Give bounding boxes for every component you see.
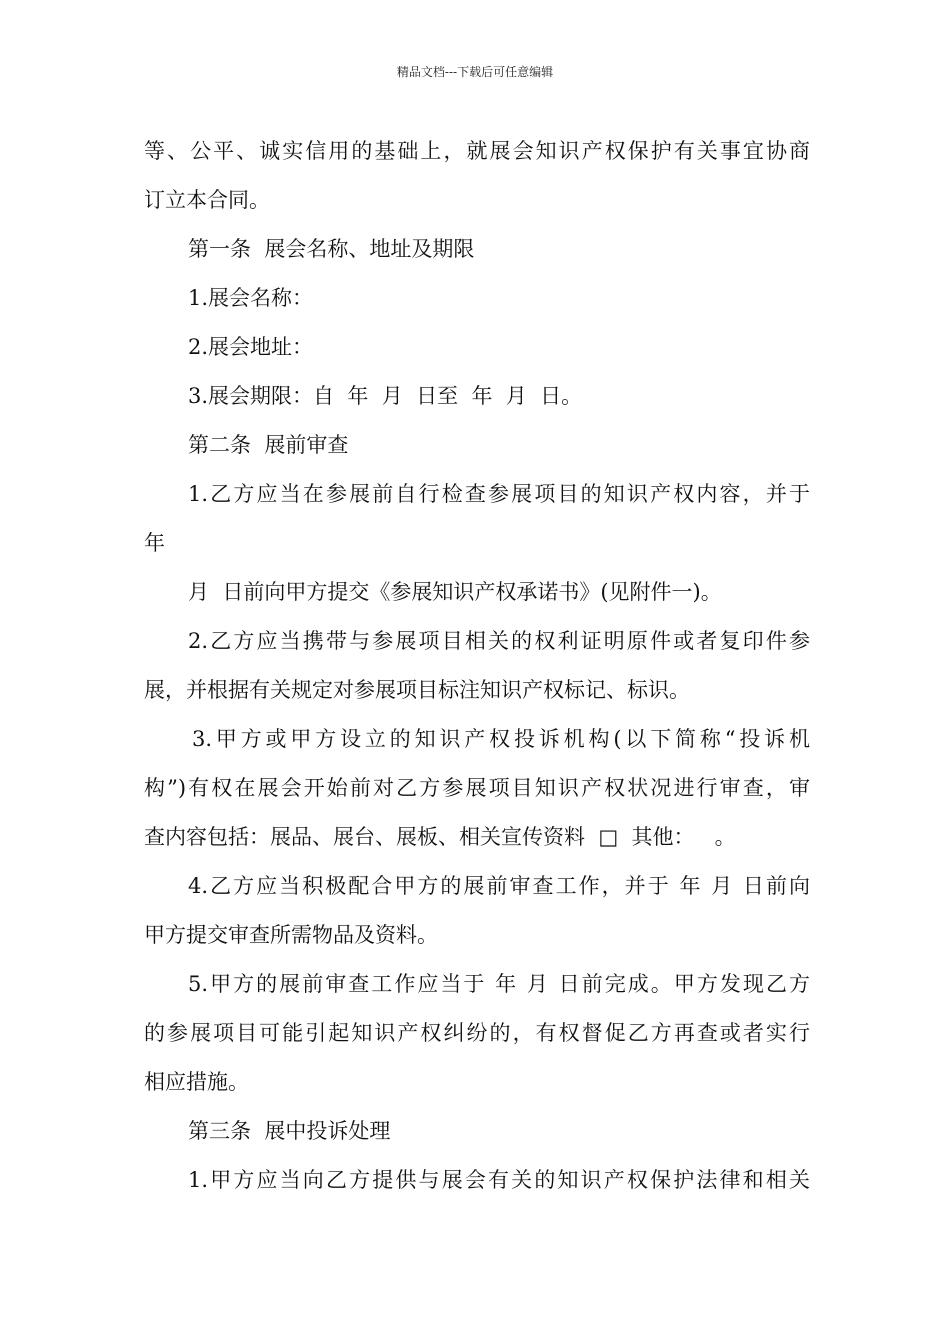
paragraph-line: 1.乙方应当在参展前自行检查参展项目的知识产权内容，并于 xyxy=(188,482,810,506)
paragraph-line: 4.乙方应当积极配合甲方的展前审查工作，并于 年 月 日前向 xyxy=(188,874,810,898)
article-heading: 第三条 展中投诉处理 xyxy=(188,1119,391,1143)
paragraph-line: 展，并根据有关规定对参展项目标注知识产权标记、标识。 xyxy=(144,678,690,702)
paragraph-line: 2.展会地址： xyxy=(188,335,314,359)
paragraph-line: 构”)有权在展会开始前对乙方参展项目知识产权状况进行审查，审 xyxy=(144,776,810,800)
paragraph-line: 甲方提交审查所需物品及资料。 xyxy=(144,923,438,947)
paragraph-line: 3.展会期限：自 年 月 日至 年 月 日。 xyxy=(188,384,583,408)
page-header: 精品文档---下载后可任意编辑 xyxy=(396,65,554,79)
paragraph-line: 年 xyxy=(144,531,165,555)
paragraph-line: 2.乙方应当携带与参展项目相关的权利证明原件或者复印件参 xyxy=(188,629,810,653)
paragraph-line: 1.展会名称： xyxy=(188,286,314,310)
paragraph-line: 相应措施。 xyxy=(144,1070,249,1094)
article-heading: 第二条 展前审查 xyxy=(188,433,349,457)
article-heading: 第一条 展会名称、地址及期限 xyxy=(188,237,475,261)
paragraph-line: 等、公平、诚实信用的基础上，就展会知识产权保护有关事宜协商 xyxy=(144,139,810,163)
paragraph-line: 3.甲方或甲方设立的知识产权投诉机构(以下简称“投诉机 xyxy=(192,727,810,751)
paragraph-line: 订立本合同。 xyxy=(144,188,270,212)
paragraph-line: 5.甲方的展前审查工作应当于 年 月 日前完成。甲方发现乙方 xyxy=(188,972,810,996)
document-body xyxy=(144,127,810,1205)
paragraph-line: 月 日前向甲方提交《参展知识产权承诺书》(见附件一)。 xyxy=(188,580,722,604)
paragraph-line: 查内容包括：展品、展台、展板、相关宣传资料 □ 其他： 。 xyxy=(144,825,736,849)
paragraph-line: 1.甲方应当向乙方提供与展会有关的知识产权保护法律和相关 xyxy=(188,1168,810,1192)
paragraph-line: 的参展项目可能引起知识产权纠纷的，有权督促乙方再查或者实行 xyxy=(144,1021,810,1045)
